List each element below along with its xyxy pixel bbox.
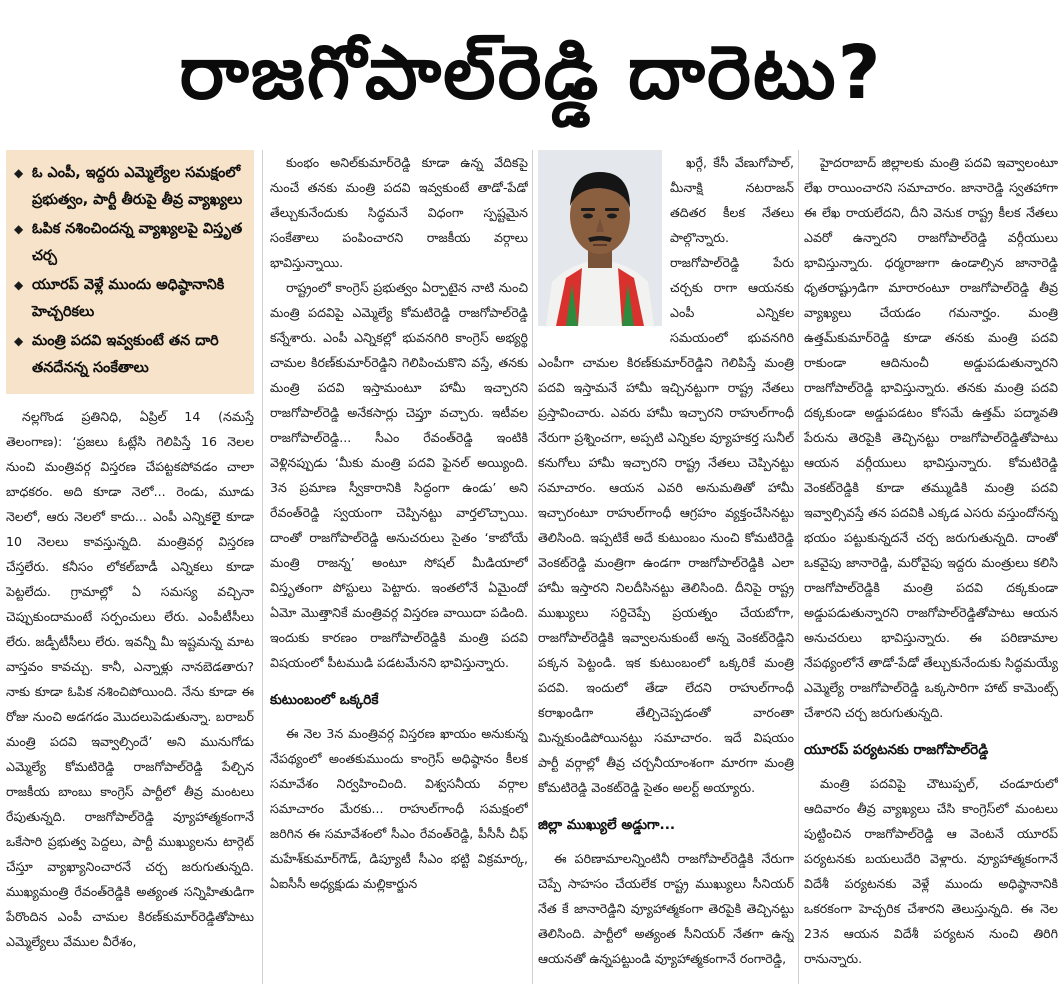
highlight-text: ఓ ఎంపీ, ఇద్దరు ఎమ్మెల్యేల సమక్షంలో ప్రభుత్వం, పార్టీ తీరుపై తీవ్ర వ్యాఖ్యలు <box>32 165 243 208</box>
column-rule <box>262 150 263 984</box>
body-paragraph: మంత్రి పదవిపై చౌటుప్పల్, చండూరులో ఆదివారం తీవ్ర వ్యాఖ్యలు చేసి కాంగ్రెస్‌లో మంటలు పుట్టించిన రాజగోపాల్‌రెడ్డి ఆ వెంటనే యూరప్ పర్యటనకు బయలుదేరి వెళ్లారు. వ్యూహాత్మకంగానే విదేశీ పర్యటనకు వెళ్లే ముందు అధిష్ఠానానికి ఒకరకంగా హెచ్చరిక చేశారని తెలుస్తున్నది. ఈ నెల 23న ఆయన విదేశీ పర్యటన నుంచి తిరిగి రానున్నారు. <box>804 776 1058 966</box>
subheading: యూరప్ పర్యటనకు రాజగోపాల్‌రెడ్డి <box>804 742 989 758</box>
body-paragraph: ఈ నెల 3న మంత్రివర్గ విస్తరణ ఖాయం అనుకున్న నేపథ్యంలో అంతకుముందు కాంగ్రెస్ అధిష్ఠానం కీలక సమావేశం నిర్వహించింది. విశ్వసనీయ వర్గాల సమాచారం మేరకు... రాహుల్‌గాంధీ సమక్షంలో జరిగిన ఈ సమావేశంలో సీఎం రేవంత్‌రెడ్డి, పీసీసీ చీఫ్ మహేశ్‌కుమార్‌గౌడ్, డిప్యూటీ సీఎం భట్టి విక్రమార్క, ఏఐసీసీ అధ్యక్షుడు మల్లికార్జున <box>270 726 528 891</box>
column-2 <box>270 150 528 984</box>
body-paragraph: హైదరాబాద్ జిల్లాలకు మంత్రి పదవి ఇవ్వాలంటూ లేఖ రాయించారని సమాచారం. జానారెడ్డి స్వతహాగా ఈ లేఖ రాయలేదని, దీని వెనుక రాష్ట్ర కీలక నేతలు ఎవరో ఉన్నారని రాజగోపాల్‌రెడ్డి వర్గీయులు భావిస్తున్నారు. ధర్మరాజుగా ఉండాల్సిన జానారెడ్డి ధృతరాష్ట్రుడిగా మారారంటూ రాజగోపాల్‌రెడ్డి తీవ్ర వ్యాఖ్యలు చేయడం గమనార్హం. మంత్రి ఉత్తమ్‌కుమార్‌రెడ్డి కూడా తనకు మంత్రి పదవి రాకుండా ఆదినుంచీ అడ్డుపడుతున్నారని రాజగోపాల్‌రెడ్డి భావిస్తున్నారు. తనకు మంత్రి పదవి దక్కకుండా అడ్డుపడటం కోసమే ఉత్తమ్ పద్మావతి పేరును తెరపైకి తెచ్చినట్టు రాజగోపాల్‌రెడ్డితోపాటు ఆయన వర్గీయులు భావిస్తున్నారు. కోమటిరెడ్డి వెంకట్‌రెడ్డికి కూడా తమ్ముడికి మంత్రి పదవి ఇవ్వాల్సివస్తే తన పదవికి ఎక్కడ ఎసరు వస్తుందోనన్న భయం పట్టుకున్నదనే చర్చ జరుగుతున్నది. దాంతో ఒకవైపు జానారెడ్డి, మరోవైపు ఇద్దరు మంత్రులు కలిసి రాజగోపాల్‌రెడ్డికి మంత్రి పదవి దక్కకుండా అడ్డుపడుతున్నారని రాజగోపాల్‌రెడ్డితోపాటు ఆయన అనుచరులు భావిస్తున్నారు. ఈ పరిణామాల నేపథ్యంలోనే తాడో-పేడో తేల్చుకునేందుకు సిద్ధమయ్యే ఎమ్మెల్యే రాజగోపాల్‌రెడ్డి ఒక్కసారిగా హాట్ కామెంట్స్ చేశారని చర్చ జరుగుతున్నది. <box>804 155 1058 720</box>
portrait-illustration <box>538 150 662 326</box>
body-paragraph: ఈ పరిణామాలన్నింటినీ రాజగోపాల్‌రెడ్డికి నేరుగా చెప్పే సాహసం చేయలేక రాష్ట్ర ముఖ్యులు సీనియర్ నేత కే జానారెడ్డిని వ్యూహాత్మకంగా తెరపైకి తెచ్చినట్టు తెలిసింది. పార్టీలో అత్యంత సీనియర్ నేతగా ఉన్న ఆయనతో ఉన్నపట్టుండి వ్యూహాత్మకంగానే రంగారెడ్డి, <box>538 851 794 966</box>
column-4 <box>804 150 1058 984</box>
subheading: జిల్లా ముఖ్యులే అడ్డుగా... <box>538 817 676 833</box>
bullet-icon: ◆ <box>14 334 24 348</box>
bullet-icon: ◆ <box>14 222 24 236</box>
highlight-text: ఓపిక నశించిందన్న వ్యాఖ్యలపై విస్తృత చర్చ <box>32 221 243 264</box>
body-paragraph: కుంభం అనిల్‌కుమార్‌రెడ్డి కూడా ఉన్న వేదికపై నుంచే తనకు మంత్రి పదవి ఇవ్వకుంటే తాడో-పేడో తేల్చుకునేందుకు సిద్ధమనే విధంగా స్పష్టమైన సంకేతాలు పంపించారని రాజకీయ వర్గాలు భావిస్తున్నాయి. <box>270 155 528 270</box>
highlight-text: యూరప్‌ వెళ్లే ముందు అధిష్ఠానానికి హెచ్చరికలు <box>32 277 225 320</box>
highlight-item <box>14 160 246 214</box>
highlight-text: మంత్రి పదవి ఇవ్వకుంటే తన దారి తనదేనన్న సంకేతాలు <box>32 333 219 376</box>
body-paragraph: ఖర్గే, కేసీ వేణుగోపాల్, మీనాక్షి నటరాజన్ తదితర కీలక నేతలు పాల్గొన్నారు. రాజగోపాల్‌రెడ్డి పేరు చర్చకు రాగా ఆయనకు ఎంపీ ఎన్నికల సమయంలో భువనగిరి ఎంపీగా చామల కిరణ్‌కుమార్‌రెడ్డిని గెలిపిస్తే మంత్రి పదవి ఇస్తామనే హామీ ఇచ్చినట్టుగా రాష్ట్ర నేతలు ప్రస్తావించారు. ఎవరు హామీ ఇచ్చారని రాహుల్‌గాంధీ నేరుగా ప్రశ్నించగా, అప్పటి ఎన్నికల వ్యూహకర్త సునీల్ కనుగోలు హామీ ఇచ్చారని రాష్ట్ర నేతలు చెప్పినట్టు సమాచారం. ఆయన ఎవరి అనుమతితో హామీ ఇచ్చారంటూ రాహుల్‌గాంధీ ఆగ్రహం వ్యక్తంచేసినట్టు తెలిసింది. ఇప్పటికే అదే కుటుంబం నుంచి కోమటిరెడ్డి వెంకట్‌రెడ్డి మంత్రిగా ఉండగా రాజగోపాల్‌రెడ్డికి ఎలా హామీ ఇస్తారని నిలదీసినట్టు తెలిసింది. దీనిపై రాష్ట్ర ముఖ్యులు సర్దిచెప్పే ప్రయత్నం చేయబోగా, రాజగోపాల్‌రెడ్డికి ఇవ్వాలనుకుంటే అన్న వెంకట్‌రెడ్డిని పక్కన పెట్టండి. ఇక కుటుంబంలో ఒక్కరికే మంత్రి పదవి. ఇందులో తేడా లేదని రాహుల్‌గాంధీ కరాఖండిగా తేల్చిచెప్పడంతో వారంతా మిన్నకుండిపోయినట్టు సమాచారం. ఇదే విషయం పార్టీ వర్గాల్లో తీవ్ర చర్చనీయాంశంగా మారగా మంత్రి కోమటిరెడ్డి వెంకట్‌రెడ్డి సైతం అలర్ట్ అయ్యారు. <box>538 155 794 795</box>
body-paragraph: రాష్ట్రంలో కాంగ్రెస్ ప్రభుత్వం ఏర్పాటైన నాటి నుంచి మంత్రి పదవిపై ఎమ్మెల్యే కోమటిరెడ్డి రాజగోపాల్‌రెడ్డి కన్నేశారు. ఎంపీ ఎన్నికల్లో భువనగిరి కాంగ్రెస్ అభ్యర్థి చామల కిరణ్‌కుమార్‌రెడ్డిని గెలిపించుకొని వస్తే, తనకు మంత్రి పదవి ఇస్తామంటూ హామీ ఇచ్చారని రాజగోపాల్‌రెడ్డి అనేకసార్లు చెప్తూ వచ్చారు. ఇటీవల రాజగోపాల్‌రెడ్డి... సీఎం రేవంత్‌రెడ్డి ఇంటికి వెళ్లినప్పుడు ‘మీకు మంత్రి పదవి ఫైనల్ అయ్యింది. 3న ప్రమాణ స్వీకారానికి సిద్ధంగా ఉండు’ అని రేవంత్‌రెడ్డి స్వయంగా చెప్పినట్టు వార్తలొచ్చాయి. దాంతో రాజగోపాల్‌రెడ్డి అనుచరులు సైతం ‘కాబోయే మంత్రి రాజన్న’ అంటూ సోషల్ మీడియాలో విస్తృతంగా పోస్టులు పెట్టారు. ఇంతలోనే ఏమైందో ఏమో మొత్తానికే మంత్రివర్గ విస్తరణ వాయిదా పడింది. ఇందుకు కారణం రాజగోపాల్‌రెడ్డికి మంత్రి పదవి విషయంలో పీటముడి పడటమేనని భావిస్తున్నారు. <box>270 280 528 670</box>
column-3 <box>538 150 794 984</box>
highlights-box <box>6 150 254 394</box>
highlight-item <box>14 328 246 382</box>
portrait-photo <box>538 150 662 326</box>
column-1 <box>6 150 254 984</box>
column-rule <box>798 150 799 984</box>
subheading: కుటుంబంలో ఒక్కరికే <box>270 692 379 708</box>
highlight-item <box>14 272 246 326</box>
column-rule <box>532 150 533 984</box>
bullet-icon: ◆ <box>14 166 24 180</box>
headline: రాజగోపాల్‌రెడ్డి దారెటు? <box>179 30 883 116</box>
bullet-icon: ◆ <box>14 278 24 292</box>
dateline-paragraph: నల్లగొండ ప్రతినిధి, ఏప్రిల్ 14 (నమస్తే తెలంగాణ): ‘ప్రజలు ఓట్లేసి గెలిపిస్తే 16 నెలల నుంచి మంత్రివర్గ విస్తరణ చేపట్టకపోవడం చాలా బాధకరం. అది కూడా నెలో... రెండు, మూడు నెలలో, ఆరు నెలలో కాదు... ఎంపీ ఎన్నికలైై కూడా 10 నెలలు కావస్తున్నది. మంత్రివర్గ విస్తరణ చేస్తలేరు. కనీసం లోకల్‌బాడీ ఎన్నికలు కూడా పెట్టలేదు. గ్రామాల్లో ఏ సమస్య వచ్చినా చెప్పుకుందామంటే సర్పంచులు లేరు. ఎంపీటీసీలు లేరు. జడ్పీటీసీలు లేరు. ఇవన్నీ మీ ఇష్టమన్న మాట వాస్తవం కావచ్చు. కానీ, ఎన్నాళ్లు నానబెడతారు? నాకు కూడా ఓపిక నశించిపోయింది. నేను కూడా ఈ రోజు నుంచి అడగడం మొదలుపెడుతున్నా. బరాబర్ మంత్రి పదవి ఇవ్వాల్సిందే’ అని మునుగోడు ఎమ్మెల్యే కోమటిరెడ్డి రాజగోపాల్‌రెడ్డి పేల్చిన రాజకీయ బాంబు కాంగ్రెస్ పార్టీలో తీవ్ర మంటలు రేపుతున్నది. రాజగోపాల్‌రెడ్డి వ్యూహాత్మకంగానే ఒకేసారి ప్రభుత్వ పెద్దలు, పార్టీ ముఖ్యులను టార్గెట్ చేస్తూ వ్యాఖ్యానించారనే చర్చ జరుగుతున్నది. ముఖ్యమంత్రి రేవంత్‌రెడ్డికి అత్యంత సన్నిహితుడిగా పేరొందిన ఎంపీ చామల కిరణ్‌కుమార్‌రెడ్డితోపాటు ఎమ్మెల్యేలు వేముల వీరేశం, <box>6 409 254 949</box>
highlight-item <box>14 216 246 270</box>
